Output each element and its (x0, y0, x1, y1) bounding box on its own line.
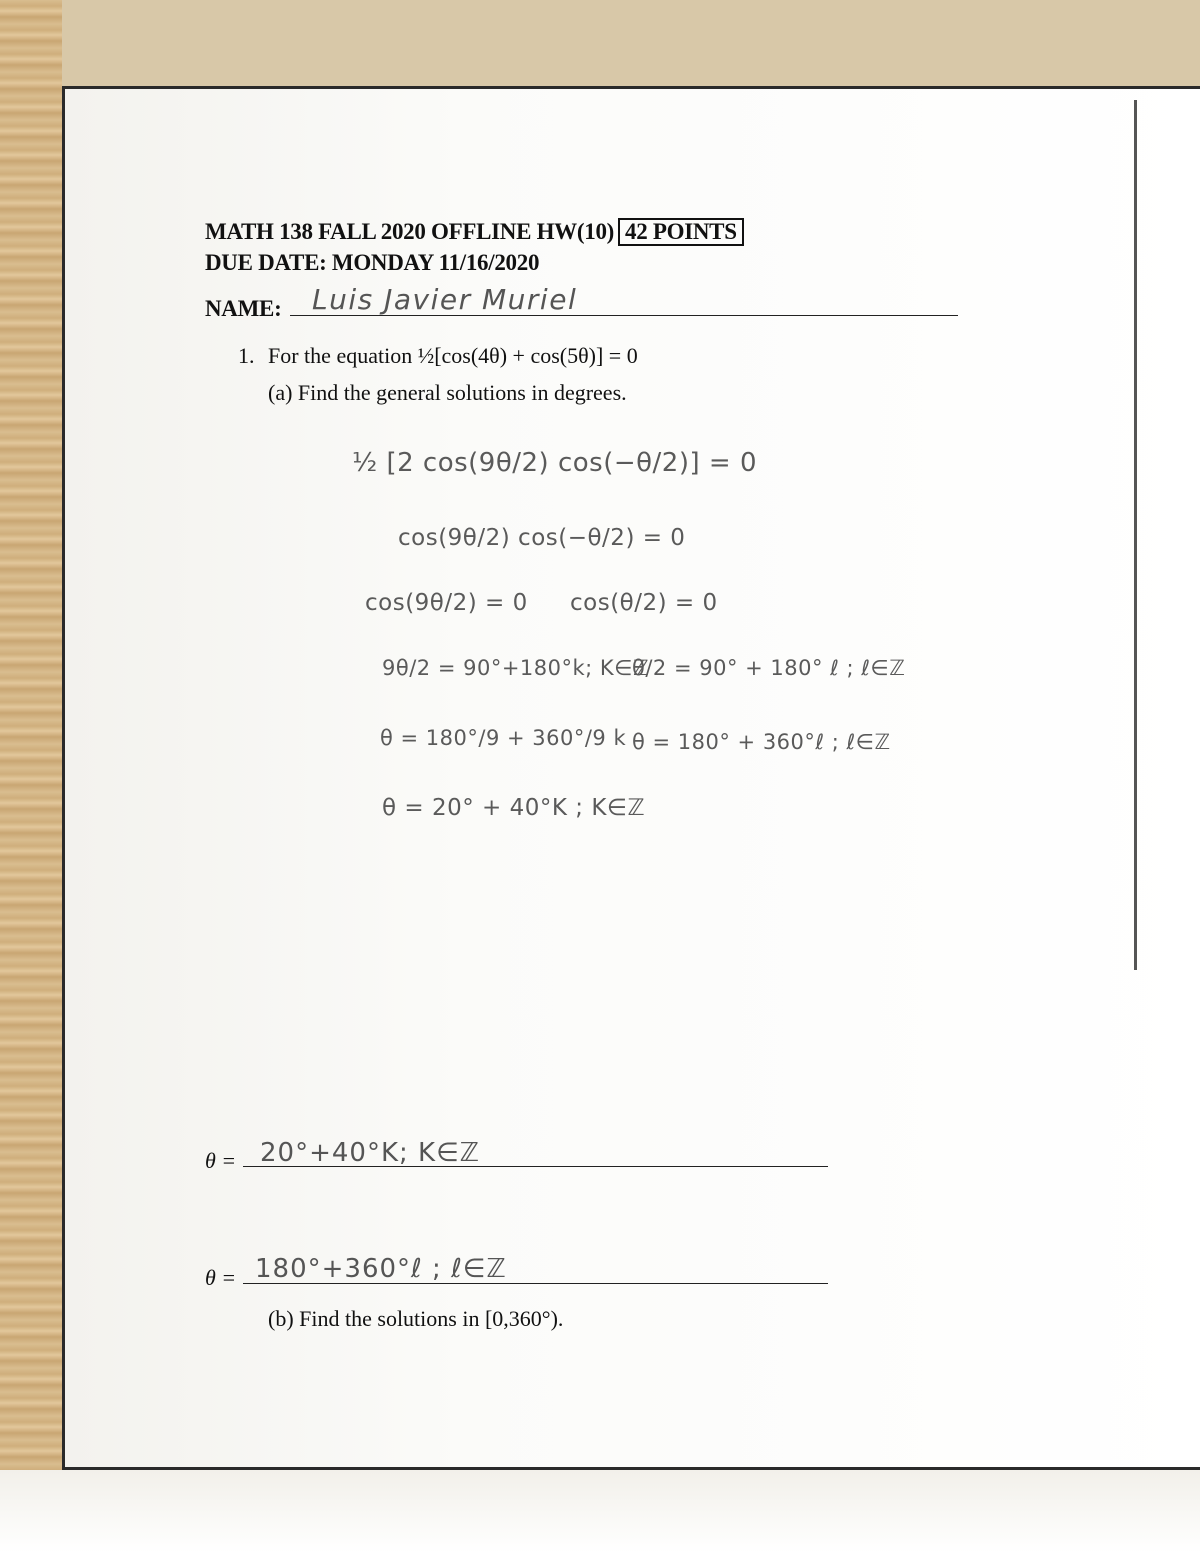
answer-2-label: θ = (205, 1265, 237, 1290)
due-date: DUE DATE: MONDAY 11/16/2020 (205, 250, 540, 275)
answer-1-label: θ = (205, 1148, 237, 1173)
work-line-6: θ = 20° + 40°K ; K∈ℤ (382, 795, 646, 821)
paper-sheet (62, 86, 1200, 1470)
work-line-2: cos(9θ/2) cos(−θ/2) = 0 (398, 525, 686, 551)
answer-2-value: 180°+360°ℓ ; ℓ∈ℤ (255, 1254, 507, 1284)
work-line-3-left: cos(9θ/2) = 0 (365, 590, 528, 616)
points-badge: 42 POINTS (618, 218, 744, 246)
problem-prompt: For the equation ½[cos(4θ) + cos(5θ)] = 0 (268, 343, 638, 368)
work-line-4-left: 9θ/2 = 90°+180°k; K∈ℤ (382, 656, 650, 680)
header-title: MATH 138 FALL 2020 OFFLINE HW(10) (205, 219, 614, 244)
work-line-4-right: θ/2 = 90° + 180° ℓ ; ℓ∈ℤ (632, 656, 906, 680)
part-b-prompt: (b) Find the solutions in [0,360°). (268, 1306, 564, 1331)
work-line-5-right: θ = 180° + 360°ℓ ; ℓ∈ℤ (632, 730, 891, 754)
name-label: NAME: (205, 296, 282, 321)
part-a-prompt: (a) Find the general solutions in degrees. (268, 380, 627, 405)
header-title-row (205, 218, 744, 246)
work-line-1: ½ [2 cos(9θ/2) cos(−θ/2)] = 0 (352, 448, 757, 478)
student-name: Luis Javier Muriel (312, 283, 578, 316)
problem-number: 1. (238, 343, 255, 368)
paper-edge (1134, 100, 1137, 970)
answer-1-value: 20°+40°K; K∈ℤ (260, 1138, 481, 1168)
work-line-5-left: θ = 180°/9 + 360°/9 k (380, 726, 627, 750)
table-surface (0, 1470, 1200, 1553)
work-line-3-right: cos(θ/2) = 0 (570, 590, 718, 616)
wood-table-edge (0, 0, 62, 1553)
